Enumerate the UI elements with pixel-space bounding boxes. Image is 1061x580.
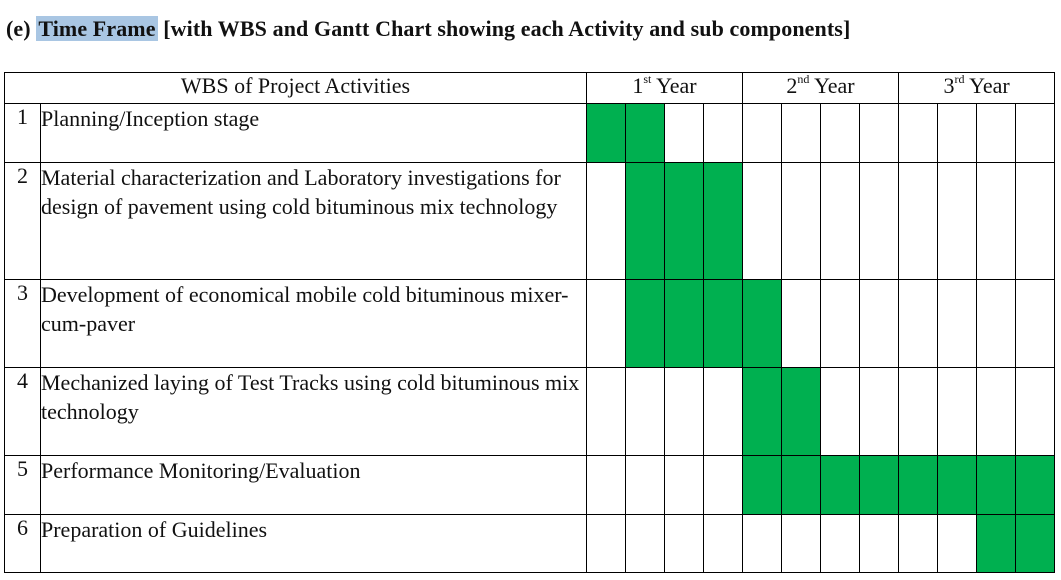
gantt-empty-cell	[938, 515, 977, 573]
gantt-bar-cell	[743, 280, 782, 368]
gantt-bar-cell	[782, 368, 821, 456]
gantt-empty-cell	[587, 280, 626, 368]
gantt-bar-cell	[1016, 456, 1055, 515]
gantt-empty-cell	[938, 163, 977, 280]
gantt-empty-cell	[938, 368, 977, 456]
gantt-empty-cell	[704, 368, 743, 456]
gantt-bar-cell	[977, 456, 1016, 515]
gantt-empty-cell	[743, 104, 782, 163]
gantt-empty-cell	[782, 104, 821, 163]
header-row	[5, 73, 1055, 104]
heading-rest: [with WBS and Gantt Chart showing each Activity and sub components]	[157, 16, 851, 41]
activity-row	[5, 456, 1055, 515]
gantt-empty-cell	[899, 515, 938, 573]
gantt-bar-cell	[977, 515, 1016, 573]
gantt-bar-cell	[626, 280, 665, 368]
gantt-bar-cell	[1016, 515, 1055, 573]
gantt-empty-cell	[821, 515, 860, 573]
gantt-empty-cell	[665, 515, 704, 573]
gantt-empty-cell	[1016, 163, 1055, 280]
gantt-bar-cell	[665, 163, 704, 280]
gantt-empty-cell	[1016, 368, 1055, 456]
gantt-empty-cell	[1016, 280, 1055, 368]
gantt-empty-cell	[899, 163, 938, 280]
gantt-empty-cell	[704, 456, 743, 515]
gantt-empty-cell	[821, 368, 860, 456]
activity-number: 2	[5, 163, 41, 280]
gantt-empty-cell	[899, 368, 938, 456]
activity-row	[5, 280, 1055, 368]
gantt-empty-cell	[665, 368, 704, 456]
activity-row	[5, 368, 1055, 456]
gantt-bar-cell	[743, 456, 782, 515]
gantt-empty-cell	[587, 163, 626, 280]
activity-row	[5, 515, 1055, 573]
gantt-empty-cell	[626, 368, 665, 456]
activity-number: 4	[5, 368, 41, 456]
gantt-empty-cell	[782, 280, 821, 368]
gantt-empty-cell	[665, 104, 704, 163]
gantt-bar-cell	[743, 368, 782, 456]
activity-number: 1	[5, 104, 41, 163]
gantt-empty-cell	[899, 280, 938, 368]
gantt-table	[4, 72, 1055, 573]
gantt-bar-cell	[821, 456, 860, 515]
activity-description: Planning/Inception stage	[41, 104, 587, 163]
section-heading	[6, 16, 850, 42]
gantt-empty-cell	[821, 280, 860, 368]
gantt-empty-cell	[782, 163, 821, 280]
activity-description: Mechanized laying of Test Tracks using cold bituminous mix technology	[41, 368, 587, 456]
gantt-empty-cell	[626, 456, 665, 515]
gantt-empty-cell	[899, 104, 938, 163]
activity-description: Material characterization and Laboratory investigations for design of pavement using cold bituminous mix technology	[41, 163, 587, 280]
activity-number: 6	[5, 515, 41, 573]
gantt-bar-cell	[704, 163, 743, 280]
activity-row	[5, 163, 1055, 280]
gantt-empty-cell	[860, 515, 899, 573]
year-2-header: 2nd Year	[743, 73, 899, 104]
gantt-empty-cell	[860, 280, 899, 368]
gantt-empty-cell	[587, 368, 626, 456]
gantt-empty-cell	[977, 163, 1016, 280]
gantt-bar-cell	[860, 456, 899, 515]
gantt-empty-cell	[743, 515, 782, 573]
gantt-bar-cell	[782, 456, 821, 515]
activity-number: 5	[5, 456, 41, 515]
year-1-header: 1st Year	[587, 73, 743, 104]
gantt-empty-cell	[1016, 104, 1055, 163]
activity-description: Development of economical mobile cold bituminous mixer-cum-paver	[41, 280, 587, 368]
gantt-empty-cell	[860, 163, 899, 280]
gantt-empty-cell	[821, 104, 860, 163]
gantt-bar-cell	[899, 456, 938, 515]
gantt-bar-cell	[938, 456, 977, 515]
activity-description: Preparation of Guidelines	[41, 515, 587, 573]
gantt-empty-cell	[743, 163, 782, 280]
gantt-empty-cell	[587, 515, 626, 573]
heading-highlight: Time Frame	[38, 16, 156, 41]
wbs-header: WBS of Project Activities	[5, 73, 587, 104]
gantt-empty-cell	[704, 515, 743, 573]
gantt-bar-cell	[626, 104, 665, 163]
gantt-empty-cell	[704, 104, 743, 163]
year-3-header: 3rd Year	[899, 73, 1055, 104]
gantt-empty-cell	[821, 163, 860, 280]
gantt-bar-cell	[704, 280, 743, 368]
gantt-empty-cell	[860, 368, 899, 456]
gantt-empty-cell	[860, 104, 899, 163]
activity-description: Performance Monitoring/Evaluation	[41, 456, 587, 515]
heading-prefix: (e)	[6, 16, 37, 41]
activity-row	[5, 104, 1055, 163]
gantt-empty-cell	[938, 280, 977, 368]
gantt-empty-cell	[626, 515, 665, 573]
gantt-empty-cell	[665, 456, 704, 515]
gantt-bar-cell	[587, 104, 626, 163]
activity-number: 3	[5, 280, 41, 368]
gantt-empty-cell	[977, 104, 1016, 163]
gantt-empty-cell	[977, 368, 1016, 456]
gantt-empty-cell	[977, 280, 1016, 368]
gantt-empty-cell	[587, 456, 626, 515]
gantt-bar-cell	[665, 280, 704, 368]
gantt-bar-cell	[626, 163, 665, 280]
gantt-empty-cell	[938, 104, 977, 163]
gantt-empty-cell	[782, 515, 821, 573]
